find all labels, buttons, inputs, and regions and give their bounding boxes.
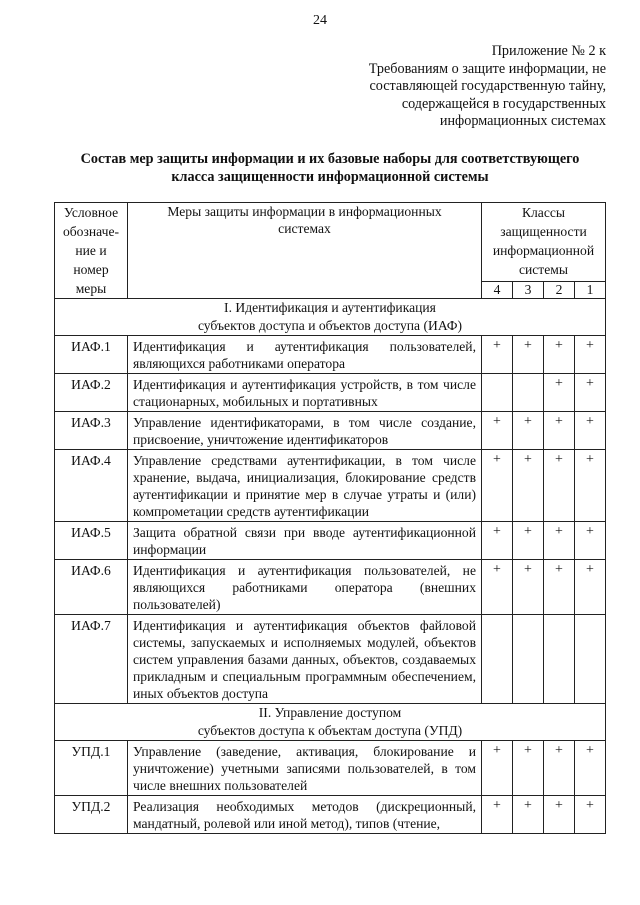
page-number: 24 [313, 13, 327, 28]
class-2-mark: + [544, 741, 575, 796]
class-3-mark: + [513, 741, 544, 796]
document-title-line: Состав мер защиты информации и их базовые наборы для соответствующего [80, 151, 580, 167]
class-3-mark: + [513, 796, 544, 834]
class-4-mark: + [482, 560, 513, 615]
section-title-line: субъектов доступа к объектам доступа (УПД) [197, 723, 463, 738]
class-2-mark: + [544, 412, 575, 450]
appendix-line: информационных системах [439, 113, 606, 129]
class-2-mark [544, 615, 575, 704]
measure-description: Реализация необходимых методов (дискреционный, мандатный, ролевой или иной метод), типов (чтение, [128, 796, 482, 834]
header-classes-line: информационной [492, 243, 595, 258]
section-title-line: I. Идентификация и аутентификация [224, 300, 436, 315]
table-row [55, 412, 606, 450]
class-4-mark: + [482, 336, 513, 374]
header-classes-line: системы [518, 262, 569, 277]
header-measure-line: системах [278, 221, 331, 236]
section-title [55, 299, 606, 336]
class-3-mark [513, 374, 544, 412]
measure-description: Управление (заведение, активация, блокирование и уничтожение) учетными записями пользователей, в том числе внешних пользователей [128, 741, 482, 796]
measure-code: ИАФ.1 [55, 336, 128, 374]
measures-table [54, 202, 606, 834]
class-3-mark: + [513, 560, 544, 615]
section-title-line: субъектов доступа и объектов доступа (ИАФ) [197, 318, 463, 333]
class-4-mark: + [482, 522, 513, 560]
table-row [55, 522, 606, 560]
class-1-mark: + [575, 412, 606, 450]
table-row [55, 615, 606, 704]
measure-description: Защита обратной связи при вводе аутентификационной информации [128, 522, 482, 560]
class-4-mark: + [482, 741, 513, 796]
section-header-row [55, 299, 606, 336]
table-row [55, 560, 606, 615]
table-row [55, 336, 606, 374]
header-code-line: ние и [75, 243, 107, 258]
class-4-mark [482, 615, 513, 704]
class-4-mark: + [482, 796, 513, 834]
class-number: 3 [513, 282, 544, 299]
class-4-mark [482, 374, 513, 412]
measure-code: ИАФ.4 [55, 450, 128, 522]
header-classes [482, 203, 606, 282]
measure-code: УПД.2 [55, 796, 128, 834]
section-header-row [55, 704, 606, 741]
measure-description: Идентификация и аутентификация пользователей, являющихся работниками оператора [128, 336, 482, 374]
table-header-row [55, 203, 606, 282]
document-title-line: класса защищенности информационной системы [171, 169, 489, 185]
class-1-mark: + [575, 374, 606, 412]
class-2-mark: + [544, 796, 575, 834]
class-2-mark: + [544, 336, 575, 374]
measure-code: ИАФ.7 [55, 615, 128, 704]
class-1-mark: + [575, 336, 606, 374]
header-classes-line: защищенности [500, 224, 587, 239]
appendix-line: Приложение № 2 к [491, 43, 606, 59]
appendix-line: Требованиям о защите информации, не [368, 60, 606, 77]
table-row [55, 741, 606, 796]
appendix-line: содержащейся в государственных [401, 95, 606, 112]
measure-code: ИАФ.3 [55, 412, 128, 450]
class-4-mark: + [482, 412, 513, 450]
measure-description: Управление средствами аутентификации, в том числе хранение, выдача, инициализация, блокирование средств аутентификации и принятие мер в случае утраты и (или) компрометации средств аутентификации [128, 450, 482, 522]
class-1-mark: + [575, 450, 606, 522]
header-code-line: меры [75, 281, 107, 296]
header-code-line: Условное [63, 205, 119, 220]
measure-description: Идентификация и аутентификация устройств, в том числе стационарных, мобильных и портативных [128, 374, 482, 412]
class-2-mark: + [544, 374, 575, 412]
class-4-mark: + [482, 450, 513, 522]
class-1-mark: + [575, 796, 606, 834]
table-row [55, 450, 606, 522]
class-3-mark: + [513, 336, 544, 374]
class-number: 4 [482, 282, 513, 299]
table-row [55, 374, 606, 412]
header-measure-line: Меры защиты информации в информационных [167, 204, 442, 219]
class-number: 2 [544, 282, 575, 299]
class-2-mark: + [544, 450, 575, 522]
section-title-line: II. Управление доступом [258, 705, 402, 720]
class-number: 1 [575, 282, 606, 299]
document-title [40, 150, 620, 186]
header-classes-line: Классы [521, 205, 566, 220]
class-1-mark: + [575, 522, 606, 560]
appendix-line: составляющей государственную тайну, [369, 78, 606, 94]
measure-code: ИАФ.5 [55, 522, 128, 560]
class-2-mark: + [544, 522, 575, 560]
class-1-mark: + [575, 560, 606, 615]
header-code [55, 203, 128, 299]
measure-description: Управление идентификаторами, в том числе создание, присвоение, уничтожение идентификаторов [128, 412, 482, 450]
measure-code: ИАФ.2 [55, 374, 128, 412]
appendix-reference [276, 43, 606, 131]
class-2-mark: + [544, 560, 575, 615]
class-1-mark: + [575, 741, 606, 796]
class-3-mark: + [513, 450, 544, 522]
table-row [55, 796, 606, 834]
class-3-mark: + [513, 412, 544, 450]
measure-code: ИАФ.6 [55, 560, 128, 615]
header-measure [128, 203, 482, 299]
header-code-line: обозначе- [62, 224, 120, 239]
measure-code: УПД.1 [55, 741, 128, 796]
measure-description: Идентификация и аутентификация объектов файловой системы, запускаемых и исполняемых модулей, объектов систем управления базами данных, объектов, создаваемых прикладным и специальным программным обеспечением, иных объектов доступа [128, 615, 482, 704]
section-title [55, 704, 606, 741]
class-3-mark: + [513, 522, 544, 560]
measure-description: Идентификация и аутентификация пользователей, не являющихся работниками оператора (внешних пользователей) [128, 560, 482, 615]
class-1-mark [575, 615, 606, 704]
class-3-mark [513, 615, 544, 704]
header-code-line: номер [73, 262, 109, 277]
